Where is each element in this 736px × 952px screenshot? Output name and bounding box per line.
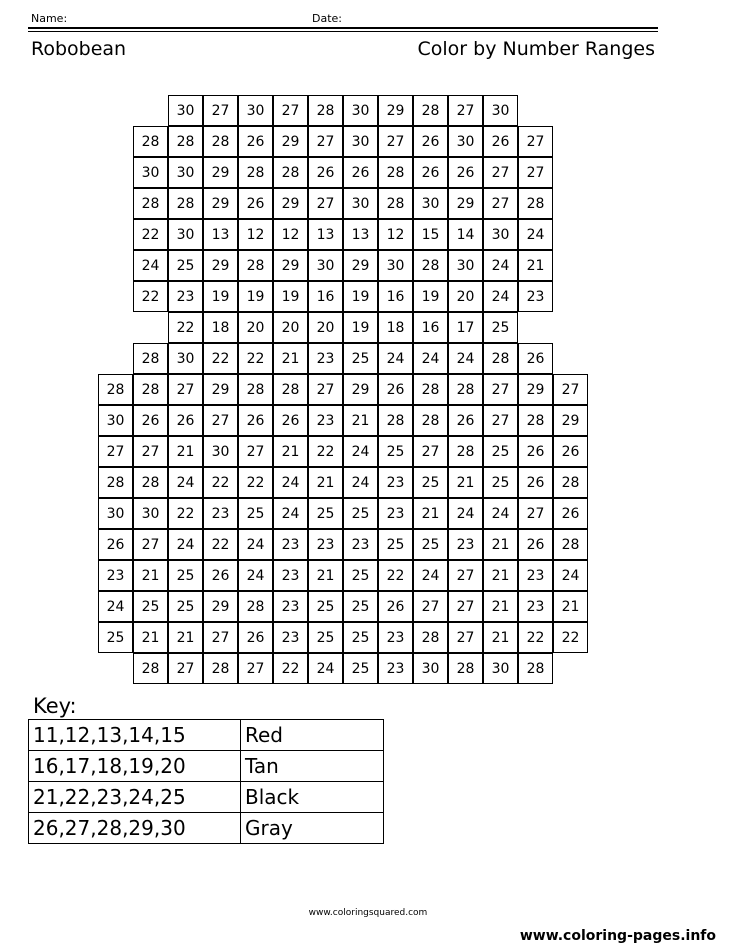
grid-cell: 28 <box>273 374 308 405</box>
grid-cell: 23 <box>518 560 553 591</box>
grid-cell: 21 <box>483 560 518 591</box>
grid-cell: 29 <box>203 591 238 622</box>
grid-cell: 28 <box>133 374 168 405</box>
grid-cell: 25 <box>413 467 448 498</box>
grid-cell: 21 <box>483 622 518 653</box>
grid-cell: 30 <box>413 188 448 219</box>
grid-cell: 22 <box>238 467 273 498</box>
grid-cell: 24 <box>168 529 203 560</box>
grid-cell: 30 <box>483 95 518 126</box>
grid-cell: 28 <box>168 126 203 157</box>
grid-cell: 28 <box>413 405 448 436</box>
grid-cell: 12 <box>238 219 273 250</box>
grid-cell: 29 <box>203 157 238 188</box>
grid-cell: 25 <box>483 467 518 498</box>
grid-cell: 26 <box>238 622 273 653</box>
grid-cell: 19 <box>343 312 378 343</box>
grid-cell: 25 <box>343 498 378 529</box>
grid-cell: 25 <box>343 591 378 622</box>
grid-cell: 30 <box>133 157 168 188</box>
grid-cell: 29 <box>273 126 308 157</box>
grid-cell: 29 <box>343 374 378 405</box>
key-color: Red <box>241 720 384 751</box>
grid-cell: 15 <box>413 219 448 250</box>
grid-cell: 16 <box>413 312 448 343</box>
grid-cell: 20 <box>238 312 273 343</box>
grid-cell: 26 <box>168 405 203 436</box>
grid-cell: 27 <box>133 436 168 467</box>
grid-cell: 24 <box>343 467 378 498</box>
name-label: Name: <box>31 12 68 25</box>
grid-cell: 22 <box>203 529 238 560</box>
grid-cell: 27 <box>518 126 553 157</box>
grid-cell: 25 <box>308 622 343 653</box>
grid-cell: 26 <box>448 157 483 188</box>
grid-cell: 28 <box>448 436 483 467</box>
grid-cell: 30 <box>98 498 133 529</box>
grid-cell: 27 <box>308 188 343 219</box>
grid-cell: 28 <box>133 188 168 219</box>
grid-cell: 25 <box>378 529 413 560</box>
key-table <box>28 719 384 844</box>
grid-cell: 25 <box>378 436 413 467</box>
grid-cell: 18 <box>378 312 413 343</box>
grid-cell: 16 <box>378 281 413 312</box>
grid-cell: 28 <box>553 529 588 560</box>
grid-cell: 26 <box>133 405 168 436</box>
grid-cell: 29 <box>343 250 378 281</box>
grid-cell: 26 <box>378 591 413 622</box>
grid-cell: 28 <box>483 343 518 374</box>
grid-cell: 22 <box>378 560 413 591</box>
grid-cell: 26 <box>518 529 553 560</box>
grid-cell: 28 <box>413 622 448 653</box>
grid-cell: 12 <box>273 219 308 250</box>
grid-cell: 30 <box>133 498 168 529</box>
key-row <box>29 782 384 813</box>
grid-cell: 30 <box>168 95 203 126</box>
key-row <box>29 813 384 844</box>
grid-cell: 30 <box>483 653 518 684</box>
grid-cell: 27 <box>203 622 238 653</box>
grid-cell: 28 <box>203 126 238 157</box>
grid-cell: 22 <box>238 343 273 374</box>
grid-cell: 21 <box>273 436 308 467</box>
grid-cell: 24 <box>308 653 343 684</box>
grid-cell: 28 <box>238 157 273 188</box>
grid-cell: 27 <box>483 157 518 188</box>
grid-cell: 23 <box>378 467 413 498</box>
grid-cell: 27 <box>168 653 203 684</box>
grid-cell: 30 <box>308 250 343 281</box>
grid-cell: 28 <box>133 653 168 684</box>
grid-cell: 28 <box>518 188 553 219</box>
grid-cell: 24 <box>273 467 308 498</box>
grid-cell: 28 <box>378 157 413 188</box>
grid-cell: 28 <box>448 653 483 684</box>
grid-cell: 23 <box>273 591 308 622</box>
grid-cell: 29 <box>378 95 413 126</box>
grid-cell: 27 <box>448 622 483 653</box>
grid-cell: 26 <box>483 126 518 157</box>
grid-cell: 17 <box>448 312 483 343</box>
grid-cell: 24 <box>273 498 308 529</box>
grid-cell: 25 <box>133 591 168 622</box>
key-row <box>29 720 384 751</box>
footer-credit-small: www.coloringsquared.com <box>308 908 428 918</box>
grid-cell: 27 <box>203 95 238 126</box>
grid-cell: 23 <box>518 591 553 622</box>
grid-cell: 21 <box>133 622 168 653</box>
grid-cell: 27 <box>238 436 273 467</box>
grid-cell: 28 <box>378 405 413 436</box>
grid-cell: 25 <box>168 591 203 622</box>
grid-cell: 26 <box>378 374 413 405</box>
grid-cell: 29 <box>203 188 238 219</box>
grid-cell: 22 <box>168 312 203 343</box>
grid-cell: 19 <box>203 281 238 312</box>
grid-cell: 26 <box>238 188 273 219</box>
grid-cell: 27 <box>483 188 518 219</box>
grid-cell: 22 <box>203 467 238 498</box>
grid-cell: 22 <box>133 219 168 250</box>
grid-cell: 26 <box>518 343 553 374</box>
grid-cell: 25 <box>343 653 378 684</box>
grid-cell: 25 <box>343 622 378 653</box>
grid-cell: 24 <box>518 219 553 250</box>
page-subtitle: Color by Number Ranges <box>417 38 655 60</box>
grid-cell: 23 <box>378 622 413 653</box>
grid-cell: 22 <box>133 281 168 312</box>
grid-cell: 30 <box>203 436 238 467</box>
grid-cell: 24 <box>238 560 273 591</box>
grid-cell: 30 <box>343 188 378 219</box>
grid-cell: 27 <box>203 405 238 436</box>
grid-cell: 26 <box>413 126 448 157</box>
grid-cell: 23 <box>273 529 308 560</box>
grid-cell: 21 <box>168 622 203 653</box>
key-numbers: 26,27,28,29,30 <box>29 813 241 844</box>
grid-cell: 28 <box>308 95 343 126</box>
grid-cell: 23 <box>308 529 343 560</box>
grid-cell: 21 <box>273 343 308 374</box>
footer-credit-large: www.coloring-pages.info <box>519 928 716 944</box>
grid-cell: 16 <box>308 281 343 312</box>
grid-cell: 23 <box>273 622 308 653</box>
key-numbers: 21,22,23,24,25 <box>29 782 241 813</box>
grid-cell: 28 <box>518 405 553 436</box>
grid-cell: 20 <box>308 312 343 343</box>
grid-cell: 24 <box>413 560 448 591</box>
grid-cell: 27 <box>378 126 413 157</box>
grid-cell: 29 <box>448 188 483 219</box>
grid-cell: 25 <box>168 560 203 591</box>
grid-cell: 21 <box>343 405 378 436</box>
grid-cell: 29 <box>553 405 588 436</box>
grid-cell: 23 <box>273 560 308 591</box>
grid-cell: 27 <box>518 498 553 529</box>
grid-cell: 24 <box>483 250 518 281</box>
grid-cell: 26 <box>238 405 273 436</box>
grid-cell: 27 <box>413 436 448 467</box>
grid-cell: 28 <box>448 374 483 405</box>
grid-cell: 30 <box>168 157 203 188</box>
grid-cell: 30 <box>378 250 413 281</box>
grid-cell: 13 <box>203 219 238 250</box>
grid-cell: 26 <box>553 436 588 467</box>
grid-cell: 25 <box>98 622 133 653</box>
grid-cell: 23 <box>343 529 378 560</box>
grid-cell: 24 <box>448 498 483 529</box>
grid-cell: 19 <box>343 281 378 312</box>
key-color: Tan <box>241 751 384 782</box>
grid-cell: 23 <box>203 498 238 529</box>
grid-cell: 28 <box>378 188 413 219</box>
grid-cell: 21 <box>483 591 518 622</box>
grid-cell: 27 <box>483 405 518 436</box>
grid-cell: 28 <box>98 467 133 498</box>
key-color: Black <box>241 782 384 813</box>
grid-cell: 28 <box>413 374 448 405</box>
grid-cell: 19 <box>413 281 448 312</box>
grid-cell: 25 <box>413 529 448 560</box>
grid-cell: 24 <box>133 250 168 281</box>
grid-cell: 23 <box>378 498 413 529</box>
grid-cell: 23 <box>308 405 343 436</box>
grid-cell: 23 <box>168 281 203 312</box>
grid-cell: 24 <box>448 343 483 374</box>
grid-cell: 26 <box>448 405 483 436</box>
grid-cell: 30 <box>413 653 448 684</box>
grid-cell: 30 <box>168 219 203 250</box>
grid-cell: 24 <box>238 529 273 560</box>
grid-cell: 27 <box>273 95 308 126</box>
grid-cell: 21 <box>168 436 203 467</box>
grid-cell: 24 <box>413 343 448 374</box>
grid-cell: 28 <box>518 653 553 684</box>
grid-cell: 28 <box>238 591 273 622</box>
grid-cell: 13 <box>308 219 343 250</box>
grid-cell: 30 <box>238 95 273 126</box>
grid-cell: 24 <box>98 591 133 622</box>
grid-cell: 23 <box>378 653 413 684</box>
grid-cell: 19 <box>273 281 308 312</box>
grid-cell: 28 <box>133 343 168 374</box>
grid-cell: 28 <box>168 188 203 219</box>
grid-cell: 23 <box>98 560 133 591</box>
grid-cell: 21 <box>553 591 588 622</box>
grid-cell: 14 <box>448 219 483 250</box>
grid-cell: 28 <box>413 250 448 281</box>
grid-cell: 25 <box>238 498 273 529</box>
grid-cell: 26 <box>553 498 588 529</box>
grid-cell: 27 <box>98 436 133 467</box>
grid-cell: 27 <box>133 529 168 560</box>
grid-cell: 20 <box>448 281 483 312</box>
grid-cell: 26 <box>343 157 378 188</box>
grid-cell: 25 <box>483 436 518 467</box>
grid-cell: 28 <box>553 467 588 498</box>
grid-cell: 29 <box>203 374 238 405</box>
grid-cell: 25 <box>343 560 378 591</box>
grid-cell: 29 <box>273 188 308 219</box>
grid-cell: 21 <box>518 250 553 281</box>
key-color: Gray <box>241 813 384 844</box>
grid-cell: 22 <box>553 622 588 653</box>
grid-cell: 30 <box>448 250 483 281</box>
grid-cell: 30 <box>168 343 203 374</box>
grid-cell: 27 <box>448 95 483 126</box>
grid-cell: 21 <box>413 498 448 529</box>
grid-cell: 24 <box>483 281 518 312</box>
grid-cell: 21 <box>308 467 343 498</box>
grid-cell: 24 <box>168 467 203 498</box>
grid-cell: 27 <box>553 374 588 405</box>
grid-cell: 26 <box>273 405 308 436</box>
key-row <box>29 751 384 782</box>
grid-cell: 26 <box>308 157 343 188</box>
grid-cell: 27 <box>518 157 553 188</box>
grid-cell: 28 <box>203 653 238 684</box>
grid-cell: 21 <box>308 560 343 591</box>
grid-cell: 12 <box>378 219 413 250</box>
grid-cell: 21 <box>133 560 168 591</box>
grid-cell: 26 <box>203 560 238 591</box>
grid-cell: 24 <box>343 436 378 467</box>
grid-cell: 21 <box>448 467 483 498</box>
grid-cell: 30 <box>343 95 378 126</box>
grid-cell: 30 <box>98 405 133 436</box>
grid-cell: 28 <box>98 374 133 405</box>
grid-cell: 26 <box>413 157 448 188</box>
grid-cell: 27 <box>448 560 483 591</box>
grid-cell: 24 <box>483 498 518 529</box>
grid-cell: 30 <box>448 126 483 157</box>
grid-cell: 22 <box>203 343 238 374</box>
grid-cell: 28 <box>273 157 308 188</box>
grid-cell: 25 <box>308 498 343 529</box>
grid-cell: 22 <box>168 498 203 529</box>
grid-cell: 27 <box>448 591 483 622</box>
grid-cell: 30 <box>343 126 378 157</box>
grid-cell: 23 <box>448 529 483 560</box>
grid-cell: 29 <box>273 250 308 281</box>
grid-cell: 25 <box>308 591 343 622</box>
grid-cell: 28 <box>238 250 273 281</box>
grid-cell: 26 <box>518 467 553 498</box>
grid-cell: 26 <box>98 529 133 560</box>
grid-cell: 29 <box>518 374 553 405</box>
grid-cell: 23 <box>308 343 343 374</box>
key-numbers: 16,17,18,19,20 <box>29 751 241 782</box>
grid-cell: 28 <box>238 374 273 405</box>
grid-cell: 27 <box>168 374 203 405</box>
grid-cell: 28 <box>133 467 168 498</box>
grid-cell: 22 <box>273 653 308 684</box>
grid-cell: 27 <box>413 591 448 622</box>
grid-cell: 25 <box>343 343 378 374</box>
grid-cell: 28 <box>413 95 448 126</box>
grid-cell: 25 <box>168 250 203 281</box>
grid-cell: 26 <box>518 436 553 467</box>
date-label: Date: <box>312 12 342 25</box>
grid-cell: 27 <box>308 374 343 405</box>
grid-cell: 28 <box>133 126 168 157</box>
grid-cell: 20 <box>273 312 308 343</box>
grid-cell: 22 <box>518 622 553 653</box>
grid-cell: 30 <box>483 219 518 250</box>
grid-cell: 24 <box>378 343 413 374</box>
grid-cell: 26 <box>238 126 273 157</box>
page-title: Robobean <box>31 38 127 60</box>
key-title: Key: <box>33 694 77 718</box>
grid-cell: 19 <box>238 281 273 312</box>
grid-cell: 22 <box>308 436 343 467</box>
grid-cell: 24 <box>553 560 588 591</box>
grid-cell: 29 <box>203 250 238 281</box>
grid-cell: 23 <box>518 281 553 312</box>
grid-cell: 13 <box>343 219 378 250</box>
key-numbers: 11,12,13,14,15 <box>29 720 241 751</box>
grid-cell: 21 <box>483 529 518 560</box>
grid-cell: 27 <box>483 374 518 405</box>
grid-cell: 18 <box>203 312 238 343</box>
grid-cell: 27 <box>238 653 273 684</box>
grid-cell: 25 <box>483 312 518 343</box>
grid-cell: 27 <box>308 126 343 157</box>
